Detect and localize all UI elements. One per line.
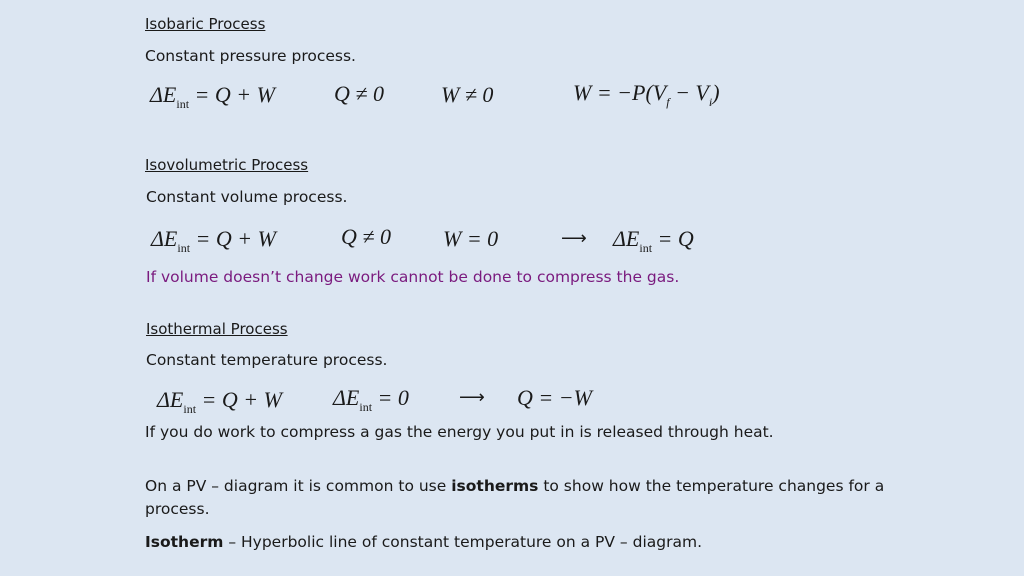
isotherm-definition: Isotherm – Hyperbolic line of constant temperature on a PV – diagram. — [145, 533, 702, 551]
isovolumetric-heading: Isovolumetric Process — [145, 156, 309, 174]
isothermal-description: Constant temperature process. — [146, 351, 388, 369]
isobaric-first-law-equation: $\Delta E_{int} = Q + W$ — [150, 82, 275, 111]
isovolumetric-heat-nonzero: Q ≠ 0 — [341, 224, 391, 249]
right-arrow-icon: ⟶ — [459, 387, 485, 408]
pv-diagram-sentence: On a PV – diagram it is common to use isotherms to show how the temperature changes for a — [145, 477, 885, 495]
isobaric-heading: Isobaric Process — [145, 15, 266, 33]
isobaric-heat-nonzero: Q ≠ 0 — [334, 81, 384, 106]
isothermal-first-law-equation: $\Delta E_{int} = Q + W$ — [157, 387, 282, 416]
isobaric-description: Constant pressure process. — [145, 47, 356, 65]
isothermal-heading: Isothermal Process — [146, 320, 288, 338]
isovolumetric-result-equation: $\Delta E_{int} = Q$ — [613, 226, 694, 255]
isotherm-term: Isotherm — [145, 533, 224, 551]
isovolumetric-first-law-equation: $\Delta E_{int} = Q + W$ — [151, 226, 276, 255]
isotherms-keyword: isotherms — [451, 477, 539, 495]
right-arrow-icon: ⟶ — [561, 228, 587, 249]
isovolumetric-note: If volume doesn’t change work cannot be done to compress the gas. — [146, 268, 680, 286]
isovolumetric-description: Constant volume process. — [146, 188, 348, 206]
isothermal-energy-zero: $\Delta E_{int} = 0$ — [333, 385, 409, 414]
isobaric-work-nonzero: W ≠ 0 — [441, 82, 494, 107]
isobaric-work-equation: $W = -P(V_f - V_i)$ — [573, 80, 720, 109]
isovolumetric-work-zero: W = 0 — [443, 226, 499, 251]
isothermal-note: If you do work to compress a gas the energy you put in is released through heat. — [145, 423, 774, 441]
isothermal-result-equation: Q = −W — [517, 385, 592, 410]
pv-diagram-sentence-continued: process. — [145, 500, 210, 518]
